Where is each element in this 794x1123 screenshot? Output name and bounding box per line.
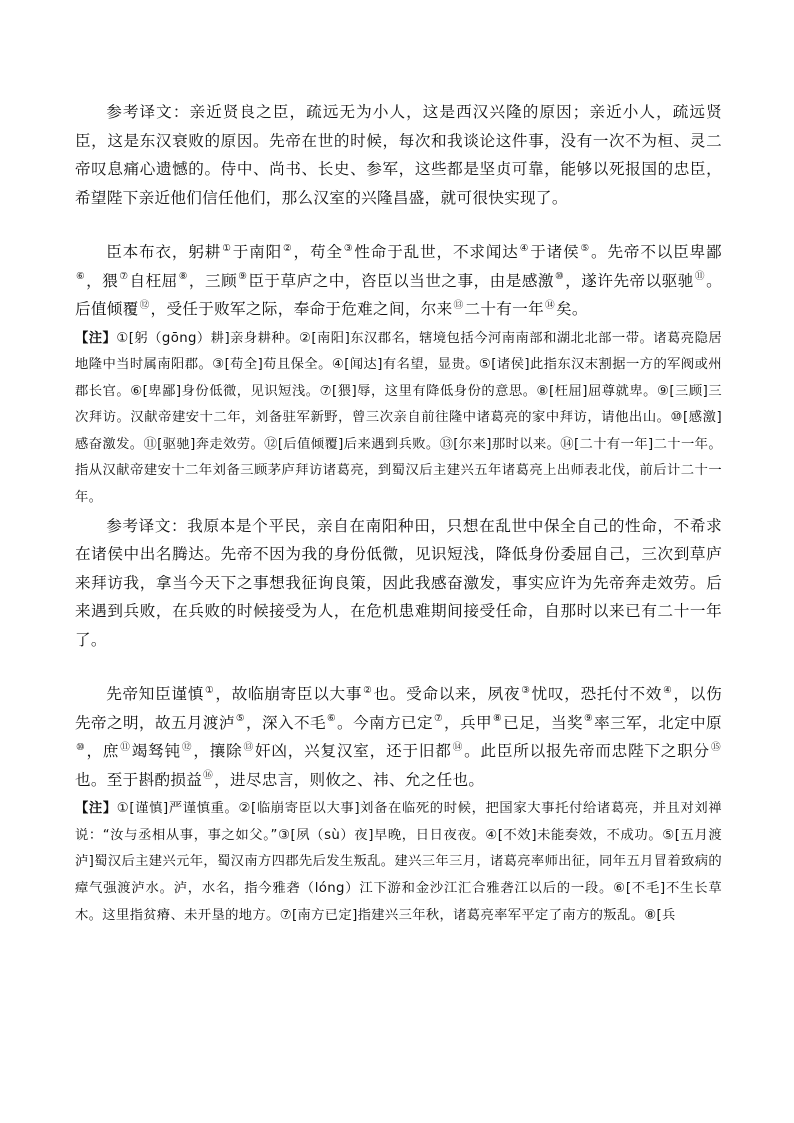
note-text: ①[躬（gōng）耕]亲身耕种。②[南阳]东汉郡名，辖境包括今河南南部和湖北北部一带。诸葛亮隐居地隆中当时属南阳郡。③[苟全]苟且保全。④[闻达]有名望，显贵。⑤[诸侯]此指东汉末割据一方的军阀或州郡长官。⑥[卑鄙]身份低微，见识短浅。⑦[猥]辱，这里有降低身份的意思。⑧[枉屈]屈尊就卑。⑨[三顾]三次拜访。汉献帝建安十二年，刘备驻军新野，曾三次亲自前往隆中诸葛亮的家中拜访，请他出山。⑩[感激]感奋激发。⑪[驱驰]奔走效劳。⑫[后值倾覆]后来遇到兵败。⑬[尔来]那时以来。⑭[二十有一年]二十一年。指从汉献帝建安十二年刘备三顾茅庐拜访诸葛亮，到蜀汉后主建兴五年诸葛亮上出师表北伐，前后计二十一年。 [75,330,722,506]
translation-text: 亲近贤良之臣，疏远无为小人，这是西汉兴隆的原因；亲近小人，疏远贤臣，这是东汉衰败的原因。先帝在世的时候，每次和我谈论这件事，没有一次不为桓、灵二帝叹息痛心遗憾的。侍中、尚书、长史、参军，这些都是坚贞可靠，能够以死报国的忠臣，希望陛下亲近他们信任他们，那么汉室的兴隆昌盛，就可很快实现了。 [75,103,722,207]
footnote-marker: ⑧ [178,271,188,283]
footnote-marker: ⑨ [238,271,248,283]
text-segment: 竭驽钝 [131,742,181,761]
footnote-marker: ③ [343,242,354,254]
footnote-marker: ⑫ [139,299,150,311]
text-segment: ，三顾 [188,271,238,290]
footnote-marker: ③ [521,684,531,696]
text-segment: 也。至于斟酌损益 [75,770,203,789]
text-segment: 率三军，北定中原 [594,713,722,732]
footnote-marker: ⑫ [181,741,193,753]
footnote-marker: ⑬ [453,299,464,311]
text-segment: ，攘除 [193,742,243,761]
footnote-marker: ④ [519,242,530,254]
text-segment: 也。受命以来，夙夜 [373,685,521,704]
sec2-translation [75,512,722,655]
text-segment: ，受任于败军之际，奉命于危难之间，尔来 [150,300,453,318]
text-segment: 已足，当奖 [503,713,584,732]
text-segment: 奸凶，兴复汉室，还于旧都 [254,742,452,761]
text-segment: ，深入不毛 [245,713,326,732]
text-segment: 臣于草庐之中，咨臣以当世之事，由是感激 [248,271,555,290]
text-segment: ，庶 [86,742,120,761]
footnote-marker: ⑬ [243,741,254,753]
translation-label: 参考译文： [106,103,190,121]
text-segment: ，兵甲 [444,713,493,732]
footnote-marker: ① [205,684,215,696]
footnote-marker: ② [283,242,293,254]
text-segment: 忧叹，恐托付不效 [531,685,663,704]
text-segment: 先帝知臣谨慎 [106,685,205,704]
note-tag: 【注】 [75,801,117,817]
footnote-marker: ⑩ [76,741,86,753]
sec3-original-text [75,680,722,794]
footnote-marker: ⑪ [120,741,131,753]
footnote-marker: ⑤ [580,242,591,254]
text-segment: ，猥 [86,271,119,290]
text-segment: 。先帝不以臣卑鄙 [591,243,722,261]
footnote-marker: ⑮ [710,741,721,753]
text-segment: ，进尽忠言，则攸之、祎、允之任也。 [214,770,485,789]
translation-text: 我原本是个平民，亲自在南阳种田，只想在乱世中保全自己的性命，不希求在诸侯中出名腾达。先帝不因为我的身份低微，见识短浅，降低身份委屈自己，三次到草庐来拜访我，拿当今天下之事想我征询良策，因此我感奋激发，事实应许为先帝奔走效劳。后来遇到兵败，在兵败的时候接受为人，在危机患难期间接受任命，自那时以来已有二十一年了。 [75,516,722,649]
footnote-marker: ① [222,242,232,254]
text-segment: 。今南方已定 [337,713,433,732]
footnote-marker: ④ [663,684,673,696]
sec2-original-text [75,238,722,324]
text-segment: 性命于乱世，不求闻达 [354,243,519,261]
footnote-marker: ⑥ [76,271,86,283]
text-segment: 于南阳 [232,243,283,261]
translation-label: 参考译文： [106,516,188,535]
footnote-marker: ⑯ [203,770,214,782]
text-segment: 。后值倾覆 [75,271,722,318]
note-tag: 【注】 [75,330,117,346]
footnote-marker: ⑨ [584,713,594,725]
footnote-marker: ⑥ [326,713,337,725]
text-segment: ，以伤先帝之明，故五月渡泸 [75,685,722,732]
text-segment: 矣。 [555,300,588,318]
sec1-translation [75,98,722,212]
footnote-marker: ⑪ [694,271,706,283]
text-segment: 。此臣所以报先帝而忠陛下之职分 [464,742,710,761]
footnote-marker: ⑭ [452,741,464,753]
text-segment: ，遂许先帝以驱驰 [565,271,694,290]
text-segment: ，苟全 [293,243,343,261]
footnote-marker: ⑦ [433,713,444,725]
note-text: ①[谨慎]严谨慎重。②[临崩寄臣以大事]刘备在临死的时候，把国家大事托付给诸葛亮，并且对刘禅说：“汝与丞相从事，事之如父。”③[夙（sù）夜]早晚，日日夜夜。④[不效]未能奏效，不成功。⑤[五月渡泸]蜀汉后主建兴元年，蜀汉南方四郡先后发生叛乱。建兴三年三月，诸葛亮率师出征，同年五月冒着致病的瘴气强渡泸水。泸，水名，指今雅砻（lóng）江下游和金沙江汇合雅砻江以后的一段。⑥[不毛]不生长草木。这里指贫瘠、未开垦的地方。⑦[南方已定]指建兴三年秋，诸葛亮率军平定了南方的叛乱。⑧[兵 [75,801,722,923]
footnote-marker: ⑭ [544,299,555,311]
text-segment: 二十有一年 [464,300,544,318]
text-segment: 自枉屈 [129,271,178,290]
text-segment: 臣本布衣，躬耕 [106,243,222,261]
footnote-marker: ② [363,684,373,696]
sec2-annotations [75,326,722,512]
text-segment: ，故临崩寄臣以大事 [215,685,363,704]
footnote-marker: ⑤ [235,713,245,725]
sec3-annotations [75,796,722,929]
footnote-marker: ⑩ [555,271,565,283]
footnote-marker: ⑧ [493,713,503,725]
text-segment: 于诸侯 [530,243,580,261]
footnote-marker: ⑦ [119,271,129,283]
